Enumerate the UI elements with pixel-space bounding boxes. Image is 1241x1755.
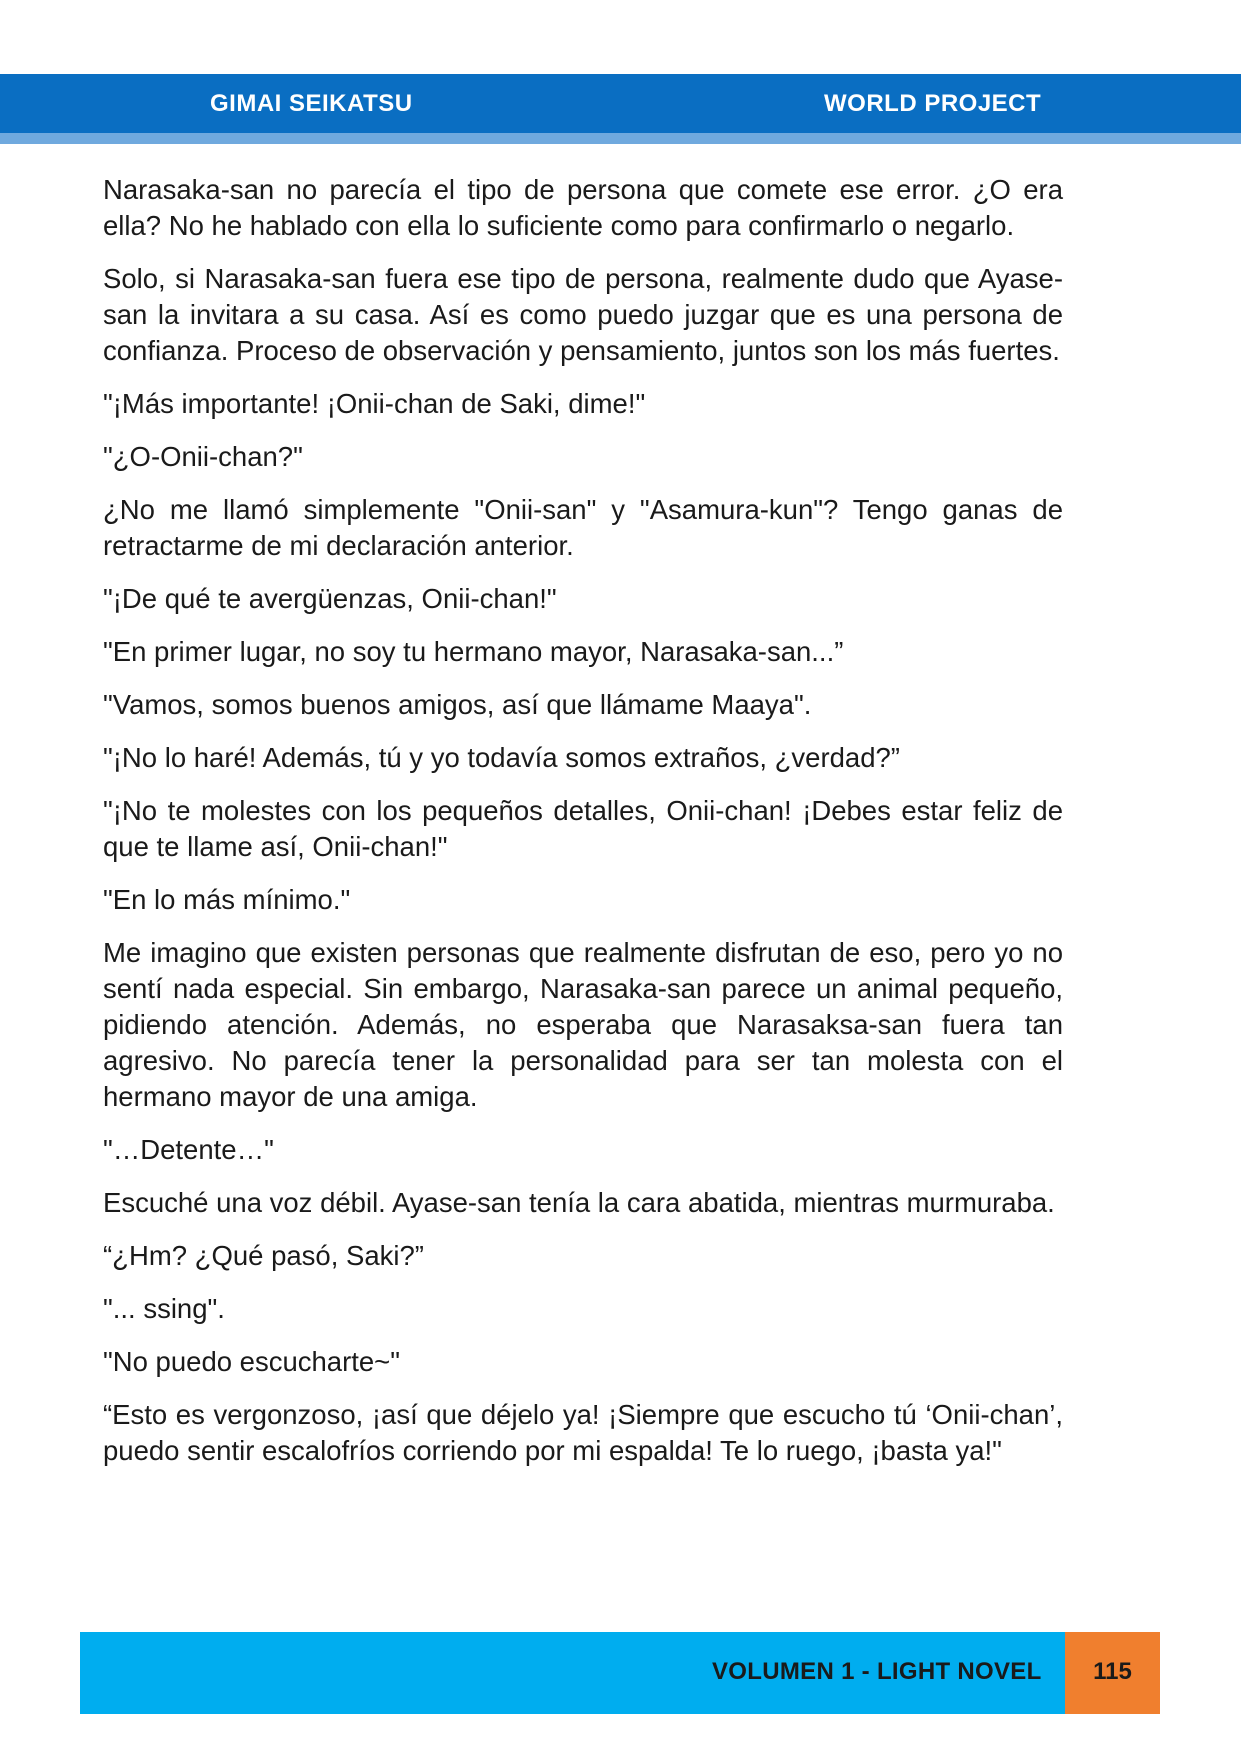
paragraph: "Vamos, somos buenos amigos, así que llámame Maaya".	[103, 689, 812, 720]
paragraph: “¿Hm? ¿Qué pasó, Saki?”	[103, 1240, 424, 1271]
footer-volume-label: VOLUMEN 1 - LIGHT NOVEL	[712, 1658, 1042, 1685]
paragraph: Narasaka-san no parecía el tipo de persona que comete ese error. ¿O era ella? No he hablado con ella lo suficiente como para confirmarlo o negarlo.	[103, 174, 1063, 241]
paragraph: "¡Más importante! ¡Onii-chan de Saki, dime!"	[103, 388, 646, 419]
paragraph: Me imagino que existen personas que realmente disfrutan de eso, pero yo no sentí nada especial. Sin embargo, Narasaka-san parece un animal pequeño, pidiendo atención. Además, no esperaba que Narasaksa-san fuera tan agresivo. No parecía tener la personalidad para ser tan molesta con el hermano mayor de una amiga.	[103, 937, 1063, 1112]
paragraph: “Esto es vergonzoso, ¡así que déjelo ya! ¡Siempre que escucho tú ‘Onii-chan’, puedo sentir escalofríos corriendo por mi espalda! Te lo ruego, ¡basta ya!"	[103, 1399, 1063, 1466]
paragraph: "¿O-Onii-chan?"	[103, 441, 303, 472]
paragraph: "En lo más mínimo."	[103, 884, 351, 915]
paragraph: "No puedo escucharte~"	[103, 1346, 401, 1377]
header-series-title: GIMAI SEIKATSU	[210, 90, 413, 117]
header-stripe	[0, 133, 1241, 144]
paragraph: "¡De qué te avergüenzas, Onii-chan!"	[103, 583, 557, 614]
paragraph: "…Detente…"	[103, 1134, 274, 1165]
paragraph: "¡No te molestes con los pequeños detalles, Onii-chan! ¡Debes estar feliz de que te llame así, Onii-chan!"	[103, 795, 1063, 862]
paragraph: "... ssing".	[103, 1293, 225, 1324]
paragraph: "En primer lugar, no soy tu hermano mayor, Narasaka-san...”	[103, 636, 844, 667]
page-number: 115	[1093, 1658, 1132, 1685]
page-body	[103, 172, 1063, 1486]
paragraph: Escuché una voz débil. Ayase-san tenía la cara abatida, mientras murmuraba.	[103, 1187, 1055, 1218]
paragraph: Solo, si Narasaka-san fuera ese tipo de persona, realmente dudo que Ayase-san la invitara a su casa. Así es como puedo juzgar que es una persona de confianza. Proceso de observación y pensamiento, juntos son los más fuertes.	[103, 263, 1063, 366]
paragraph: "¡No lo haré! Además, tú y yo todavía somos extraños, ¿verdad?”	[103, 742, 900, 773]
header-project-title: WORLD PROJECT	[824, 90, 1042, 117]
header-bar	[0, 74, 1241, 133]
paragraph: ¿No me llamó simplemente "Onii-san" y "Asamura-kun"? Tengo ganas de retractarme de mi declaración anterior.	[103, 494, 1063, 561]
